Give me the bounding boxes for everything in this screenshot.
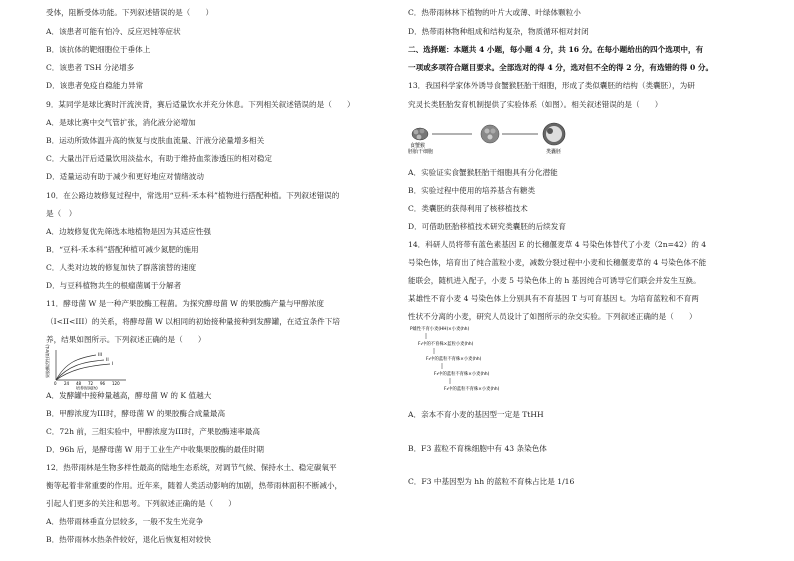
q11-chart <box>45 344 136 391</box>
q11-xtick: 96 <box>100 381 106 386</box>
q13-option-d: D．可借助胚胎移植技术研究类囊胚的后续发育 <box>408 222 566 231</box>
q14-step: F₄中的蓝粒不育株×小麦(hh) <box>444 387 500 392</box>
q14-stem-2: 号染色体，培育出了纯合蓝粒小麦，减数分裂过程中小麦和长穗偃麦草的 4 号染色体不能 <box>408 258 707 267</box>
inner-cell-mass-icon <box>547 128 553 134</box>
q12-option-d: D．热带雨林物种组成和结构复杂，物质循环相对封闭 <box>408 27 589 36</box>
q11-option-d: D．96h 后，是酵母菌 W 用于工业生产中收集果胶酶的最佳时期 <box>46 445 264 454</box>
q9-option-d: D．适量运动有助于减少和更好地应对情绪波动 <box>46 172 204 181</box>
q14-option-c: C．F3 中基因型为 hh 的蓝粒不育株占比是 1/16 <box>408 477 575 486</box>
q10-option-b: B．“豆科-禾本科”搭配种植可减少氮肥的施用 <box>46 245 199 254</box>
cell-cluster-icon <box>481 125 499 143</box>
q11-stem-1: 11．酵母菌 W 是一种产果胶酶工程菌。为探究酵母菌 W 的果胶酶产量与甲醇浓度 <box>46 299 324 308</box>
section-header-1: 二、选择题：本题共 4 小题，每小题 4 分，共 16 分。在每小题给出的四个选项中，有 <box>408 45 704 54</box>
q13-option-a: A．实验证实食蟹猴胚胎干细胞具有分化潜能 <box>408 168 558 177</box>
q12-stem-3: 引起人们更多的关注和思考。下列叙述正确的是（ ） <box>46 499 236 508</box>
q9-option-b: B．运动所致体温升高的恢复与皮肤血流量、汗液分泌量增多相关 <box>46 136 265 145</box>
q9-stem: 9．某同学是球比赛时汗流浃背，赛后适量饮水并充分休息。下列相关叙述错误的是（ ） <box>46 100 355 109</box>
q14-step: P雄性不育小麦(HH)×小麦(hh) <box>410 327 470 332</box>
cell-dot-icon <box>414 130 419 135</box>
q14-stem-5: 性状不分离的小麦，研究人员设计了如图所示的杂交实验。下列叙述正确的是（ ） <box>408 312 697 321</box>
q11-option-c: C．72h 前，三组实验中，甲醇浓度为III时，产果胶酶速率最高 <box>46 427 261 436</box>
q8-option-c: C．该患者 TSH 分泌增多 <box>46 63 135 72</box>
q8-stem-tail: 受体，阻断受体功能。下列叙述错误的是（ ） <box>46 8 214 17</box>
cell-dot-icon <box>488 135 493 140</box>
q14-step: F₂中的蓝粒不育株×小麦(hh) <box>426 357 482 362</box>
q14-figure <box>408 322 568 394</box>
q11-ylabel: 果胶酶活性(U/mL) <box>45 344 50 378</box>
q11-curve-label-i: I <box>112 362 114 367</box>
q8-option-a: A．该患者可能有怕冷、反应迟钝等症状 <box>46 27 181 36</box>
q11-option-b: B．甲醇浓度为III时，酵母菌 W 的果胶酶合成量最高 <box>46 409 226 418</box>
q13-stem-2: 究灵长类胚胎发育机制提供了实验体系（如图）。相关叙述错误的是（ ） <box>408 100 663 109</box>
cell-dot-icon <box>491 129 496 134</box>
q10-stem-1: 10．在公路边坡修复过程中，常选用“豆科-禾本科”植物进行搭配种植。下列叙述错误的 <box>46 191 340 200</box>
q14-stem-1: 14．科研人员将带有蓝色素基因 E 的长穗偃麦草 4 号染色体替代了小麦（2n=42）的 4 <box>408 240 707 249</box>
q12-option-a: A．热带雨林垂直分层较多，一般不发生光竞争 <box>46 517 204 526</box>
q13-option-b: B．实验过程中使用的培养基含有糖类 <box>408 186 536 195</box>
q13-figure <box>408 120 568 162</box>
q14-option-b: B．F3 蓝粒不育株细胞中有 43 条染色体 <box>408 444 547 453</box>
q11-figure <box>45 344 136 391</box>
q10-option-c: C．人类对边坡的修复加快了群落演替的速度 <box>46 263 197 272</box>
q12-stem-2: 衡等起着非常重要的作用。近年来，随着人类活动影响的加剧，热带雨林面积不断减小， <box>46 481 343 490</box>
q14-stem-4: 某雄性不育小麦 4 号染色体上分别具有不育基因 T 与可育基因 t。为培育蓝粒和不育两 <box>408 294 699 303</box>
cell-dot-icon <box>485 129 490 134</box>
q14-option-a: A．亲本不育小麦的基因型一定是 TtHH <box>408 410 544 419</box>
q8-option-b: B．该抗体的靶细胞位于垂体上 <box>46 45 151 54</box>
q10-stem-2: 是（ ） <box>46 209 77 218</box>
cell-dot-icon <box>420 129 425 134</box>
q10-option-a: A．边坡修复优先筛选本地植物是因为其适应性强 <box>46 227 211 236</box>
q10-option-d: D．与豆科植物共生的根瘤菌属于分解者 <box>46 281 182 290</box>
q11-curve-label-ii: II <box>106 358 109 363</box>
q11-xtick: 48 <box>76 381 82 386</box>
q13-diagram <box>408 120 568 162</box>
cell-dot-icon <box>417 135 422 140</box>
q14-stem-3: 能联会，随机进入配子，小麦 5 号染色体上的 h 基因纯合可诱导它们联会并发生互换。 <box>408 276 701 285</box>
q11-xtick: 0 <box>54 381 57 386</box>
q12-option-c: C．热带雨林林下植物的叶片大或薄、叶绿体颗粒小 <box>408 8 581 17</box>
q11-xtick: 24 <box>64 381 70 386</box>
q11-xlabel: 培养时间(h) <box>76 385 98 391</box>
section-header-2: 一项或多项符合题目要求。全部选对的得 4 分，选对但不全的得 2 分，有选错的得 0 分。 <box>408 63 714 72</box>
q14-diagram <box>408 322 568 394</box>
blastoid-cavity-icon <box>546 126 562 142</box>
q12-option-b: B．热带雨林水热条件较好，退化后恢复相对较快 <box>46 535 212 544</box>
q11-stem-3: 养，结果如图所示。下列叙述正确的是（ ） <box>46 335 206 344</box>
q11-option-a: A．发酵罐中接种量越高，酵母菌 W 的 K 值越大 <box>46 391 212 400</box>
q9-option-c: C．大量出汗后适量饮用淡盐水，有助于维持血浆渗透压的相对稳定 <box>46 154 273 163</box>
q13-label-left-1: 食蟹猴 <box>410 143 426 149</box>
q9-option-a: A．是球比赛中交气管扩张，消化液分泌增加 <box>46 118 196 127</box>
q8-option-d: D．该患者免疫自稳能力异常 <box>46 81 144 90</box>
q11-stem-2: （I<II<III）的关系，将酵母菌 W 以相同的初始接种量接种到发酵罐，在适宜条件下培 <box>46 317 340 326</box>
q13-label-right: 类囊胚 <box>546 149 562 155</box>
q11-xtick: 120 <box>112 381 120 386</box>
q11-curve-label-iii: III <box>98 353 102 358</box>
q13-label-left-2: 胚胎干细胞 <box>408 149 434 155</box>
q12-stem-1: 12．热带雨林是生物多样性最高的陆地生态系统，对调节气候、保持水土、稳定碳氧平 <box>46 463 337 472</box>
q14-step: F₁中的不育株×蓝粒小麦(hh) <box>418 342 474 347</box>
q11-xtick: 72 <box>88 381 94 386</box>
q14-step: F₃中的蓝粒不育株×小麦(hh) <box>434 372 490 377</box>
q13-option-c: C．类囊胚的获得利用了核移植技术 <box>408 204 528 213</box>
q13-stem-1: 13．我国科学家体外诱导食蟹猴胚胎干细胞，形成了类似囊胚的结构（类囊胚），为研 <box>408 81 695 90</box>
